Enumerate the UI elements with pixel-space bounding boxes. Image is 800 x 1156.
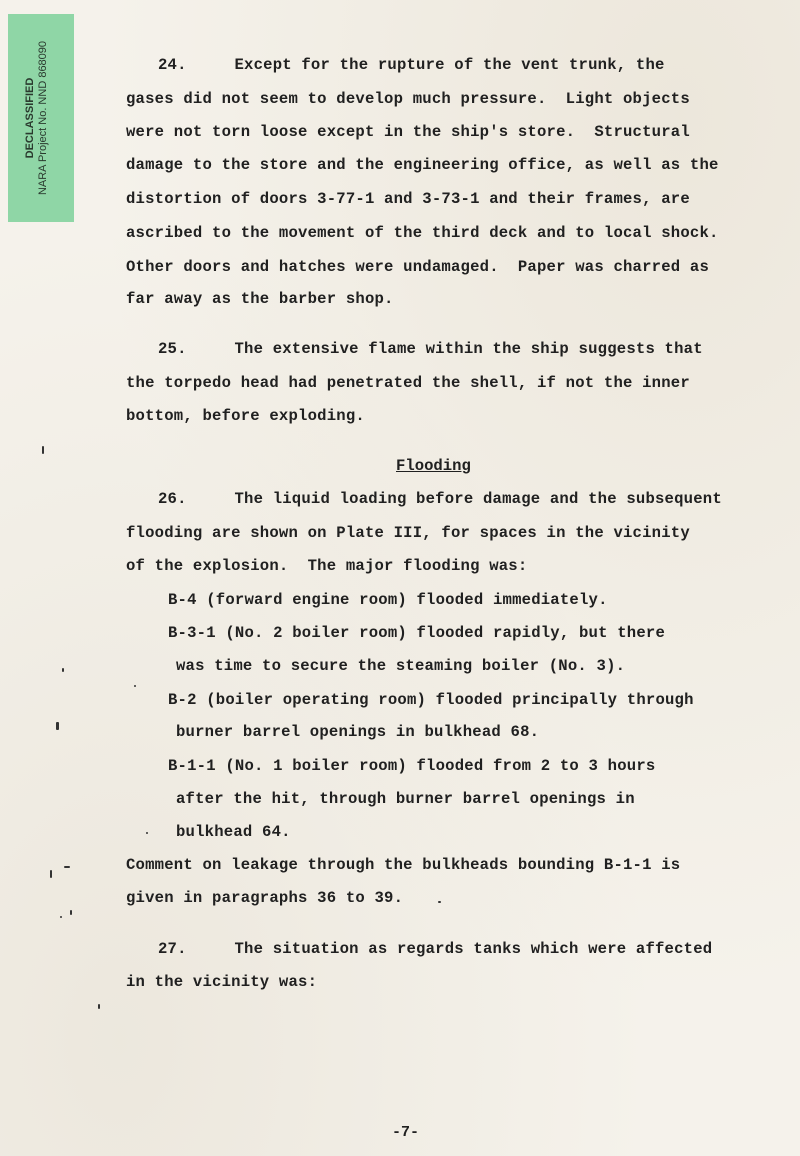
text-line: of the explosion. The major flooding was: [126, 557, 528, 575]
text-line: 27. The situation as regards tanks which were affected [158, 940, 713, 958]
text-line: damage to the store and the engineering office, as well as the [126, 156, 719, 174]
text-line: gases did not seem to develop much pressure. Light objects [126, 90, 690, 108]
scan-speck [134, 685, 136, 687]
text-line: in the vicinity was: [126, 973, 318, 991]
page-number: -7- [392, 1124, 420, 1141]
text-line: the torpedo head had penetrated the shell, if not the inner [126, 374, 690, 392]
text-line: were not torn loose except in the ship's store. Structural [126, 123, 690, 141]
scan-speck [60, 916, 62, 918]
stamp-line-2: NARA Project No. NND 868090 [37, 40, 49, 196]
text-line: bottom, before exploding. [126, 407, 365, 425]
text-line: distortion of doors 3-77-1 and 3-73-1 and their frames, are [126, 190, 690, 208]
text-line: ascribed to the movement of the third deck and to local shock. [126, 224, 719, 242]
scan-speck [62, 668, 64, 672]
text-line: flooding are shown on Plate III, for spaces in the vicinity [126, 524, 690, 542]
scan-speck [64, 866, 70, 868]
list-item: B-2 (boiler operating room) flooded principally through [168, 691, 694, 709]
stamp-line-1: DECLASSIFIED [24, 77, 36, 159]
list-item: B-1-1 (No. 1 boiler room) flooded from 2 to 3 hours [168, 757, 656, 775]
text-line: given in paragraphs 36 to 39. [126, 889, 404, 907]
list-item: B-4 (forward engine room) flooded immediately. [168, 591, 608, 609]
list-item: B-3-1 (No. 2 boiler room) flooded rapidly, but there [168, 624, 666, 642]
list-item-continuation: bulkhead 64. [176, 823, 291, 841]
scan-speck [42, 446, 44, 454]
text-line: 25. The extensive flame within the ship suggests that [158, 340, 703, 358]
text-line: Other doors and hatches were undamaged. Paper was charred as [126, 258, 710, 276]
list-item-continuation: was time to secure the steaming boiler (No. 3). [176, 657, 626, 675]
scan-speck [56, 722, 59, 730]
scan-speck [70, 910, 72, 915]
text-line: 24. Except for the rupture of the vent trunk, the [158, 56, 665, 74]
text-line: Comment on leakage through the bulkheads bounding B-1-1 is [126, 856, 681, 874]
list-item-continuation: burner barrel openings in bulkhead 68. [176, 723, 540, 741]
scan-speck [50, 870, 52, 878]
declassified-stamp-text [24, 41, 50, 195]
scan-speck [98, 1004, 100, 1009]
scan-speck [146, 832, 148, 834]
text-line: 26. The liquid loading before damage and the subsequent [158, 490, 722, 508]
list-item-continuation: after the hit, through burner barrel openings in [176, 790, 635, 808]
section-heading-flooding: Flooding [396, 457, 471, 475]
text-line: far away as the barber shop. [126, 290, 394, 308]
scan-speck [438, 901, 441, 903]
